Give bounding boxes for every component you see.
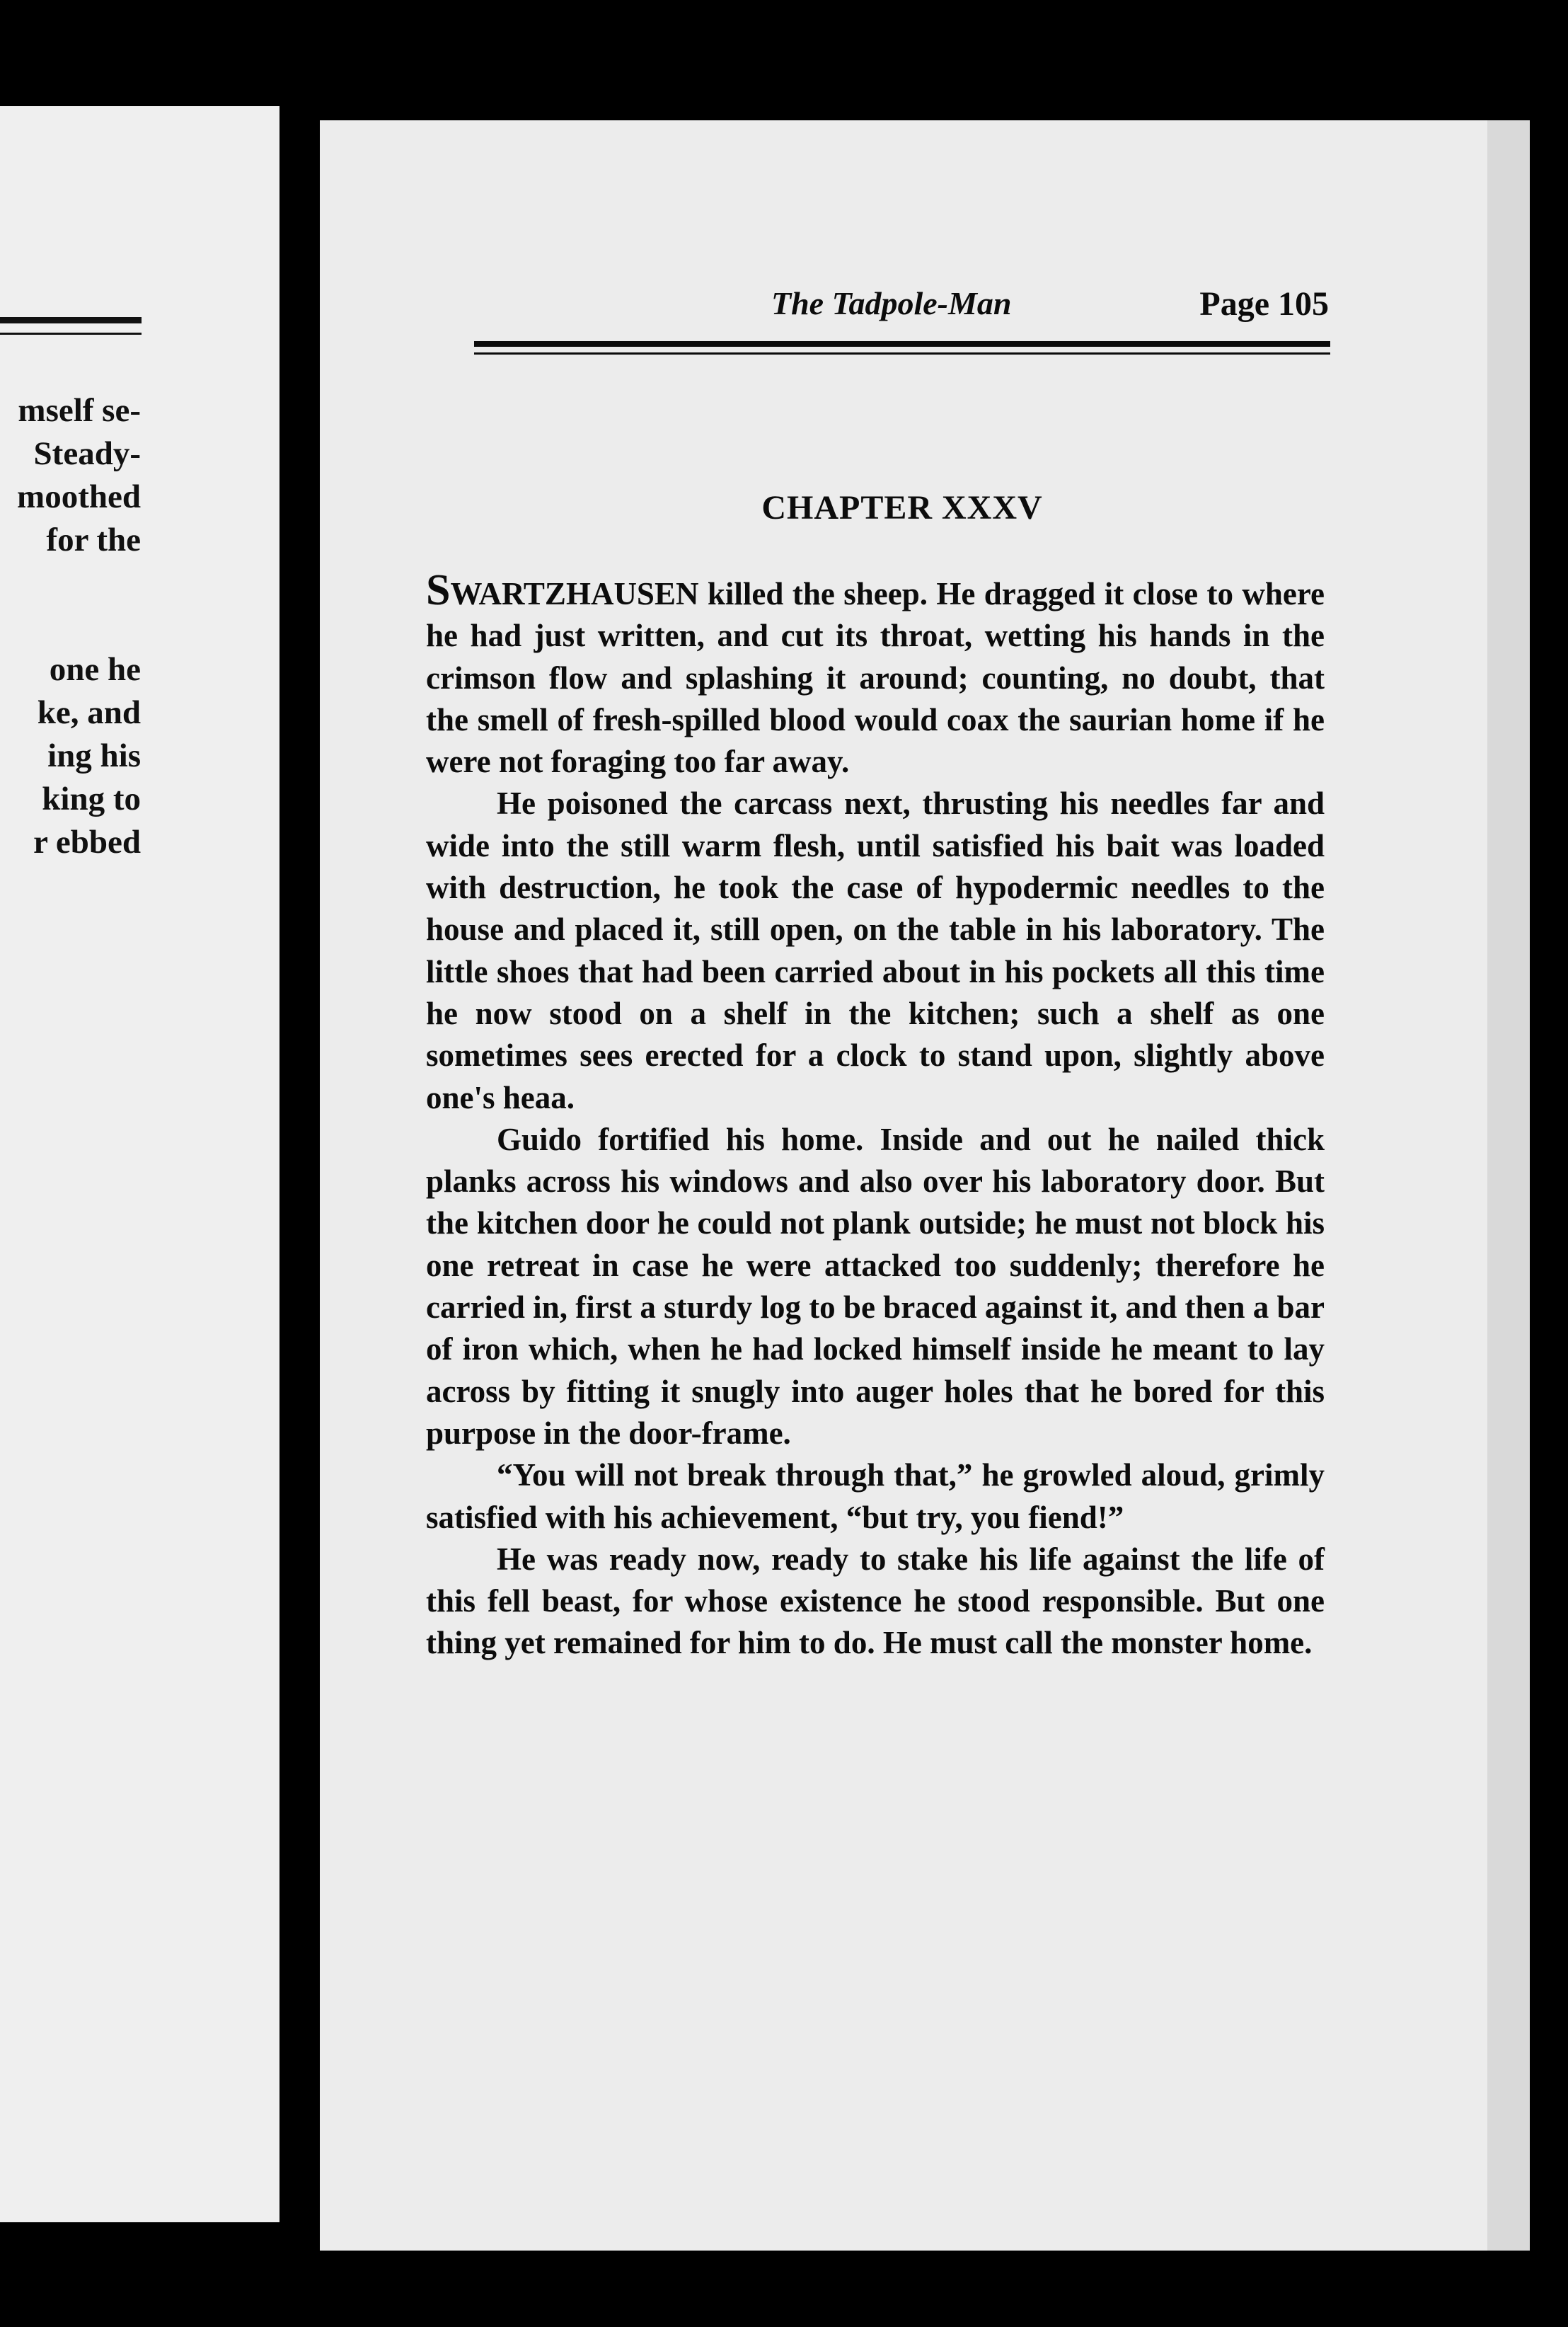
left-line-gap bbox=[17, 562, 141, 605]
paragraph: “You will not break through that,” he growled aloud, grimly satisfied with his achievement, “but try, you fiend!” bbox=[426, 1457, 1325, 1535]
paragraph: Guido fortified his home. Inside and out he nailed thick planks across his windows and also over his laboratory door. But the kitchen door he could not plank outside; he must not block his one retreat in case he were attacked too suddenly; therefore he carried in, first a sturdy log to be braced against it, and then a bar of iron which, when he had locked himself inside he meant to lay across by fitting it snugly into auger holes that he bored for this purpose in the door-frame. bbox=[426, 1121, 1325, 1451]
left-line: Steady- bbox=[33, 435, 141, 472]
drop-cap: S bbox=[426, 566, 451, 614]
left-line: one he bbox=[49, 651, 141, 688]
header-rule-thin bbox=[474, 352, 1330, 355]
left-page-rule-thin bbox=[0, 333, 142, 335]
page-number: Page 105 bbox=[1199, 285, 1329, 323]
left-line-gap bbox=[17, 605, 141, 648]
left-line: moothed bbox=[17, 478, 141, 515]
chapter-body bbox=[426, 566, 1325, 1665]
book-gutter bbox=[279, 85, 322, 2243]
left-line: king to bbox=[42, 781, 141, 817]
paragraph bbox=[426, 566, 1325, 783]
left-page bbox=[0, 106, 284, 2222]
header-rule bbox=[474, 341, 1330, 347]
chapter-title: CHAPTER XXXV bbox=[761, 489, 1043, 527]
left-line: for the bbox=[46, 522, 141, 558]
left-line: mself se- bbox=[18, 392, 141, 429]
left-page-rule bbox=[0, 317, 142, 323]
left-line: r ebbed bbox=[33, 824, 141, 861]
paragraph: He was ready now, ready to stake his life against the life of this fell beast, for whose existence he stood responsible. But one thing yet remained for him to do. He must call the monster home. bbox=[426, 1541, 1325, 1661]
running-head bbox=[474, 285, 1329, 334]
book-title: The Tadpole-Man bbox=[771, 285, 1012, 321]
page-edge-shadow bbox=[1487, 120, 1530, 2251]
left-line: ke, and bbox=[37, 694, 141, 731]
left-line: ing his bbox=[47, 737, 141, 774]
paragraph: He poisoned the carcass next, thrusting his needles far and wide into the still warm flesh, until satisfied his bait was loaded with destruction, he took the case of hypodermic needles to the house and placed it, still open, on the table in his laboratory. The little shoes that had been carried about in his pockets all this time he now stood on a shelf in the kitchen; such a shelf as one sometimes sees erected for a clock to stand upon, slightly above one's heaa. bbox=[426, 786, 1325, 1115]
book-page bbox=[320, 120, 1530, 2251]
paragraph-text: WARTZHAUSEN killed the sheep. He dragged it close to where he had just written, and cut its throat, wetting his hands in the crimson flow and splashing it around; counting, no doubt, that the smell of fresh-spilled blood would coax the saurian home if he were not foraging too far away. bbox=[426, 576, 1325, 780]
left-page-text bbox=[17, 389, 141, 864]
